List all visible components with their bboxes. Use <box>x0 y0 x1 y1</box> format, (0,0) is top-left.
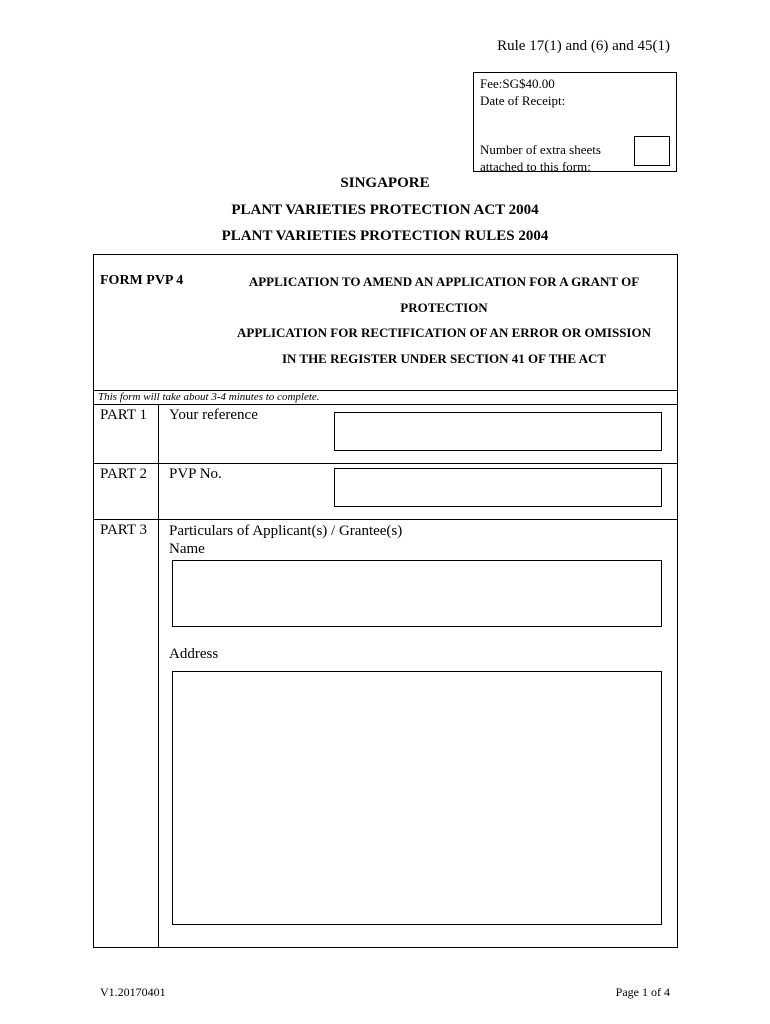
form-title-line-1: APPLICATION TO AMEND AN APPLICATION FOR A GRANT OF <box>248 274 640 289</box>
completion-note-row <box>94 390 677 405</box>
name-label: Name <box>169 541 205 557</box>
fee-text: Fee:SG$40.00 <box>480 76 555 91</box>
pvp-no-label: PVP No. <box>169 466 222 482</box>
your-reference-label: Your reference <box>169 407 258 423</box>
applicant-name-field[interactable] <box>172 560 662 627</box>
address-label: Address <box>169 646 219 662</box>
pvp-no-field[interactable] <box>334 468 662 507</box>
part-1-row <box>94 405 677 464</box>
form-version: V1.20170401 <box>100 985 166 999</box>
form-title <box>214 269 674 371</box>
country-heading: SINGAPORE <box>340 175 430 191</box>
rule-reference: Rule 17(1) and (6) and 45(1) <box>497 38 670 54</box>
rules-heading: PLANT VARIETIES PROTECTION RULES 2004 <box>221 228 549 244</box>
part-2-number: PART 2 <box>100 466 148 482</box>
act-heading: PLANT VARIETIES PROTECTION ACT 2004 <box>231 202 539 218</box>
office-use-box <box>473 72 677 172</box>
part-3-number: PART 3 <box>100 522 148 538</box>
extra-sheets-field[interactable] <box>634 136 670 166</box>
applicant-particulars-label: Particulars of Applicant(s) / Grantee(s) <box>169 523 403 539</box>
form-header <box>94 255 677 391</box>
form-title-line-2: PROTECTION <box>400 299 488 315</box>
applicant-address-field[interactable] <box>172 671 662 925</box>
form-code: FORM PVP 4 <box>100 273 184 288</box>
part-2-row <box>94 464 677 520</box>
form-title-line-3: APPLICATION FOR RECTIFICATION OF AN ERROR OR OMISSION <box>237 325 651 340</box>
completion-note: This form will take about 3-4 minutes to complete. <box>98 391 320 403</box>
extra-sheets-label: Number of extra sheets attached to this form: <box>480 142 601 174</box>
form-title-line-4: IN THE REGISTER UNDER SECTION 41 OF THE ACT <box>281 350 607 366</box>
part-1-number: PART 1 <box>100 407 148 423</box>
page-number: Page 1 of 4 <box>615 985 670 999</box>
part-3-row <box>94 520 677 947</box>
date-of-receipt-label: Date of Receipt: <box>480 93 566 108</box>
form-frame <box>93 254 678 948</box>
part-3-labels <box>169 522 402 558</box>
your-reference-field[interactable] <box>334 412 662 451</box>
